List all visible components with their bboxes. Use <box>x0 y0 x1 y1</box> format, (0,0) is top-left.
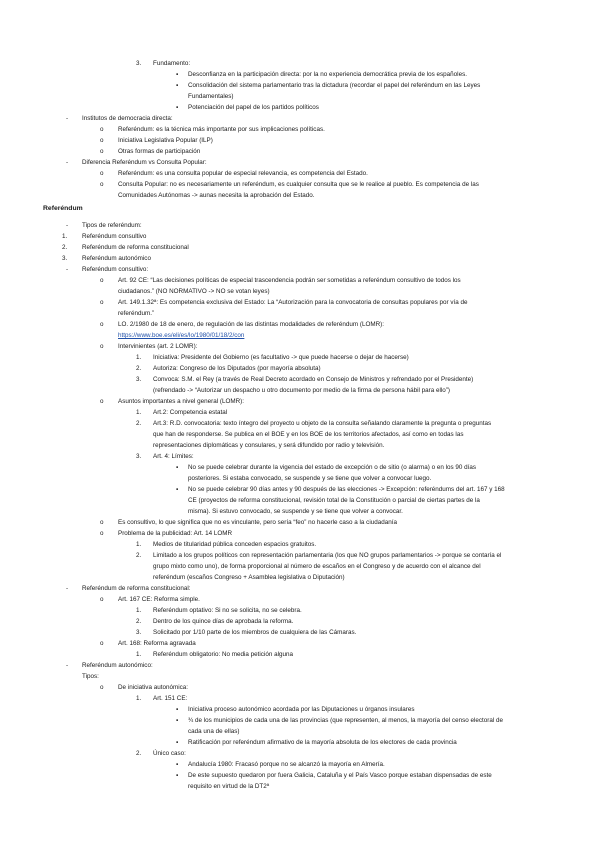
list-item-continuation <box>0 440 599 451</box>
list-item <box>0 682 599 693</box>
circle-bullet-icon: o <box>100 519 104 526</box>
list-item <box>0 484 599 495</box>
dash-bullet: - <box>66 159 69 166</box>
list-text: Art. 149.1.32ª: Es competencia exclusiva del Estado: La “Autorización para la convocatoria de consultas populares por vía de <box>118 299 468 306</box>
list-item <box>0 80 599 91</box>
list-text: Referéndum autonómico <box>82 255 151 262</box>
list-number: 3. <box>136 629 142 636</box>
list-number: 3. <box>136 60 142 67</box>
circle-bullet-icon: o <box>100 277 104 284</box>
list-text: Art.3: R.D. convocatoria: texto íntegro del proyecto u objeto de la consulta señalando claramente la pregunta o preguntas <box>153 420 492 427</box>
list-text: Iniciativa Legislativa Popular (ILP) <box>118 137 213 144</box>
list-text: Desconfianza en la participación directa: por la no experiencia democrática previa de los españoles. <box>188 71 467 78</box>
list-item <box>0 770 599 781</box>
list-item <box>0 58 599 69</box>
list-item <box>0 69 599 80</box>
list-text: posteriores. Si estaba convocado, se suspende y se tiene que volver a convocar luego. <box>188 475 432 482</box>
list-text: cada una de ellas) <box>188 728 240 735</box>
list-number: 2. <box>136 750 142 757</box>
list-item <box>0 583 599 594</box>
list-number: 1. <box>62 233 68 240</box>
list-text: Dentro de los quince días de aprobada la reforma. <box>153 618 294 625</box>
list-text: Andalucía 1980: Fracasó porque no se alcanzó la mayoría en Almería. <box>188 761 385 768</box>
list-item <box>0 220 599 231</box>
list-text: representaciones diplomáticas y consulares, y será difundido por radio y televisión. <box>153 442 385 449</box>
list-item-continuation <box>0 572 599 583</box>
dash-bullet: - <box>66 222 69 229</box>
list-item <box>0 275 599 286</box>
list-number: 3. <box>136 453 142 460</box>
list-item <box>0 297 599 308</box>
dash-bullet: - <box>66 585 69 592</box>
list-item <box>0 605 599 616</box>
list-item <box>0 319 599 330</box>
list-item <box>0 528 599 539</box>
list-text: Solicitado por 1/10 parte de los miembros de cualquiera de las Cámaras. <box>153 629 357 636</box>
circle-bullet-icon: o <box>100 181 104 188</box>
list-text: Art.2: Competencia estatal <box>153 409 228 416</box>
list-text: Asuntos importantes a nivel general (LOMR): <box>118 398 244 405</box>
list-text: Autoriza: Congreso de los Diputados (por mayoría absoluta) <box>153 365 321 372</box>
list-text: Art. 92 CE: “Las decisiones políticas de especial trascendencia podrán ser sometidas a referéndum consultivo de todos los <box>118 277 461 284</box>
list-number: 1. <box>136 695 142 702</box>
list-item <box>0 638 599 649</box>
list-text: Referéndum autonómico: <box>82 662 153 669</box>
list-text: Art. 151 CE: <box>153 695 188 702</box>
list-text: Art. 167 CE: Reforma simple. <box>118 596 200 603</box>
square-bullet-icon: ▪ <box>176 761 179 768</box>
list-item <box>0 407 599 418</box>
list-text: que han de responderse. Se publica en el BOE y en los BOE de los territorios afectados, así como en todas las <box>153 431 464 438</box>
list-item-continuation <box>0 561 599 572</box>
list-text: Es consultivo, lo que significa que no es vinculante, pero sería “feo” no hacerle caso a la ciudadanía <box>118 519 397 526</box>
list-item <box>0 550 599 561</box>
list-item <box>0 341 599 352</box>
circle-bullet-icon: o <box>100 530 104 537</box>
list-text: grupo mixto como uno), de forma proporcional al número de escaños en el Congreso y de acuerdo con el alcance del <box>153 563 481 570</box>
list-text: Medios de titularidad pública conceden espacios gratuitos. <box>153 541 317 548</box>
list-number: 1. <box>136 607 142 614</box>
list-text: Comunidades Autónomas -> aunas necesita la aprobación del Estado. <box>118 192 315 199</box>
square-bullet-icon: ▪ <box>176 739 179 746</box>
dash-bullet: - <box>66 115 69 122</box>
list-item <box>0 539 599 550</box>
list-text: Referéndum de reforma constitucional: <box>82 585 191 592</box>
list-text: ciudadanos.” (NO NORMATIVO -> NO se votan leyes) <box>118 288 270 295</box>
list-item <box>0 462 599 473</box>
list-item <box>0 759 599 770</box>
list-item <box>0 179 599 190</box>
list-item <box>0 627 599 638</box>
list-text: Art. 168: Reforma agravada <box>118 640 196 647</box>
square-bullet-icon: ▪ <box>176 464 179 471</box>
list-item <box>0 418 599 429</box>
list-item <box>0 168 599 179</box>
list-text: No se puede celebrar 90 días antes y 90 después de las elecciones -> Excepción: referéndums del art. 167 y 168 <box>188 486 505 493</box>
list-item-continuation <box>0 330 599 341</box>
list-text: Convoca: S.M. el Rey (a través de Real Decreto acordado en Consejo de Ministros y refrendado por el Presidente) <box>153 376 474 383</box>
circle-bullet-icon: o <box>100 137 104 144</box>
list-item <box>0 231 599 242</box>
list-text: requisito en virtud de la DT2ª <box>188 783 270 790</box>
list-item <box>0 253 599 264</box>
section-heading-text: Referéndum <box>43 205 83 212</box>
list-item <box>0 146 599 157</box>
circle-bullet-icon: o <box>100 126 104 133</box>
list-item-continuation <box>0 91 599 102</box>
list-text: Referéndum: es una consulta popular de especial relevancia, es competencia del Estado. <box>118 170 368 177</box>
list-text: Referéndum de reforma constitucional <box>82 244 189 251</box>
list-item-continuation <box>0 726 599 737</box>
list-item-continuation <box>0 506 599 517</box>
list-number: 3. <box>62 255 68 262</box>
list-item <box>0 616 599 627</box>
list-item-continuation <box>0 385 599 396</box>
circle-bullet-icon: o <box>100 299 104 306</box>
circle-bullet-icon: o <box>100 343 104 350</box>
list-text: Referéndum obligatorio: No media petición alguna <box>153 651 294 658</box>
list-text: referéndum (escaños Congreso + Asamblea legislativa o Diputación) <box>153 574 345 581</box>
list-number: 2. <box>136 420 142 427</box>
square-bullet-icon: ▪ <box>176 706 179 713</box>
list-item <box>0 124 599 135</box>
square-bullet-icon: ▪ <box>176 104 179 111</box>
square-bullet-icon: ▪ <box>176 486 179 493</box>
square-bullet-icon: ▪ <box>176 82 179 89</box>
square-bullet-icon: ▪ <box>176 71 179 78</box>
list-number: 1. <box>136 651 142 658</box>
list-item <box>0 693 599 704</box>
list-item <box>0 594 599 605</box>
list-text: Referéndum: es la técnica más importante por sus implicaciones políticas. <box>118 126 325 133</box>
circle-bullet-icon: o <box>100 398 104 405</box>
list-text: Ratificación por referéndum afirmativo de la mayoría absoluta de los electores de cada provincia <box>188 739 457 746</box>
list-text: Referéndum optativo: Si no se solicita, no se celebra. <box>153 607 302 614</box>
dash-bullet: - <box>66 662 69 669</box>
list-item-continuation <box>0 671 599 682</box>
list-text: Art. 4: Límites: <box>153 453 194 460</box>
list-text: Iniciativa proceso autonómico acordada por las Diputaciones u órganos insulares <box>188 706 415 713</box>
list-item <box>0 352 599 363</box>
list-text: Único caso: <box>153 750 186 757</box>
list-item <box>0 242 599 253</box>
list-text: Institutos de democracia directa: <box>82 115 173 122</box>
list-number: 2. <box>62 244 68 251</box>
list-item <box>0 374 599 385</box>
list-text: ¾ de los municipios de cada una de las provincias (que representen, al menos, la mayoría del censo electoral de <box>188 717 504 724</box>
list-text: (refrendado -> “Autorizar un despacho u otro documento por medio de la firma de persona hábil para ello”) <box>153 387 450 394</box>
list-item <box>0 157 599 168</box>
list-number: 2. <box>136 618 142 625</box>
list-item-continuation <box>0 190 599 201</box>
list-text: No se puede celebrar durante la vigencia del estado de excepción o de sitio (o alarma) o en los 90 días <box>188 464 477 471</box>
list-item <box>0 649 599 660</box>
list-number: 2. <box>136 365 142 372</box>
list-text: Tipos de referéndum: <box>82 222 142 229</box>
list-item <box>0 363 599 374</box>
circle-bullet-icon: o <box>100 596 104 603</box>
list-item-continuation <box>0 429 599 440</box>
circle-bullet-icon: o <box>100 321 104 328</box>
list-text: misma). Si estuvo convocado, se suspende y se tiene que volver a convocar. <box>188 508 403 515</box>
list-item <box>0 737 599 748</box>
list-text: referéndum.” <box>118 310 155 317</box>
list-text: Consulta Popular: no es necesariamente un referéndum, es cualquier consulta que se le realice al pueblo. Es competencia de las <box>118 181 479 188</box>
dash-bullet: - <box>66 266 69 273</box>
list-item-continuation <box>0 286 599 297</box>
list-text: Diferencia Referéndum vs Consulta Popular: <box>82 159 207 166</box>
list-number: 1. <box>136 354 142 361</box>
list-number: 3. <box>136 376 142 383</box>
list-number: 1. <box>136 409 142 416</box>
list-number: 1. <box>136 541 142 548</box>
list-item-continuation <box>0 781 599 792</box>
list-text: LO. 2/1980 de 18 de enero, de regulación de las distintas modalidades de referéndum (LOMR): <box>118 321 385 328</box>
list-item <box>0 113 599 124</box>
list-item <box>0 396 599 407</box>
list-text: Limitado a los grupos políticos con representación parlamentaria (los que NO grupos parlamentarios -> porque se contaría el <box>153 552 502 559</box>
list-text: CE (proyectos de reforma constitucional, revisión total de la Constitución o parcial de ciertas partes de la <box>188 497 480 504</box>
list-text: Intervinientes (art. 2 LOMR): <box>118 343 198 350</box>
list-text: Problema de la publicidad: Art. 14 LOMR <box>118 530 233 537</box>
list-text: Consolidación del sistema parlamentario tras la dictadura (recordar el papel del referéndum en las Leyes <box>188 82 481 89</box>
square-bullet-icon: ▪ <box>176 717 179 724</box>
boe-link[interactable]: https://www.boe.es/eli/es/lo/1980/01/18/2/con <box>118 332 245 339</box>
list-item <box>0 517 599 528</box>
list-item <box>0 704 599 715</box>
list-item <box>0 451 599 462</box>
list-item <box>0 715 599 726</box>
list-item <box>0 135 599 146</box>
list-text: Iniciativa: Presidente del Gobierno (es facultativo -> que puede hacerse o dejar de hacerse) <box>153 354 409 361</box>
list-item <box>0 748 599 759</box>
list-item-continuation <box>0 473 599 484</box>
list-text: De este supuesto quedaron por fuera Galicia, Cataluña y el País Vasco porque estaban dispensadas de este <box>188 772 492 779</box>
list-text: Fundamento: <box>153 60 191 67</box>
list-item-continuation <box>0 308 599 319</box>
list-text: Referéndum consultivo <box>82 233 147 240</box>
list-text: Potenciación del papel de los partidos políticos <box>188 104 319 111</box>
list-item-continuation <box>0 495 599 506</box>
circle-bullet-icon: o <box>100 170 104 177</box>
list-text: Referéndum consultivo: <box>82 266 149 273</box>
list-item <box>0 102 599 113</box>
circle-bullet-icon: o <box>100 148 104 155</box>
list-text: Tipos: <box>82 673 99 680</box>
circle-bullet-icon: o <box>100 640 104 647</box>
list-text: Fundamentales) <box>188 93 234 100</box>
list-item <box>0 264 599 275</box>
list-item <box>0 660 599 671</box>
section-heading <box>0 203 599 214</box>
list-number: 2. <box>136 552 142 559</box>
circle-bullet-icon: o <box>100 684 104 691</box>
list-text: Otras formas de participación <box>118 148 201 155</box>
square-bullet-icon: ▪ <box>176 772 179 779</box>
list-text: De iniciativa autonómica: <box>118 684 189 691</box>
